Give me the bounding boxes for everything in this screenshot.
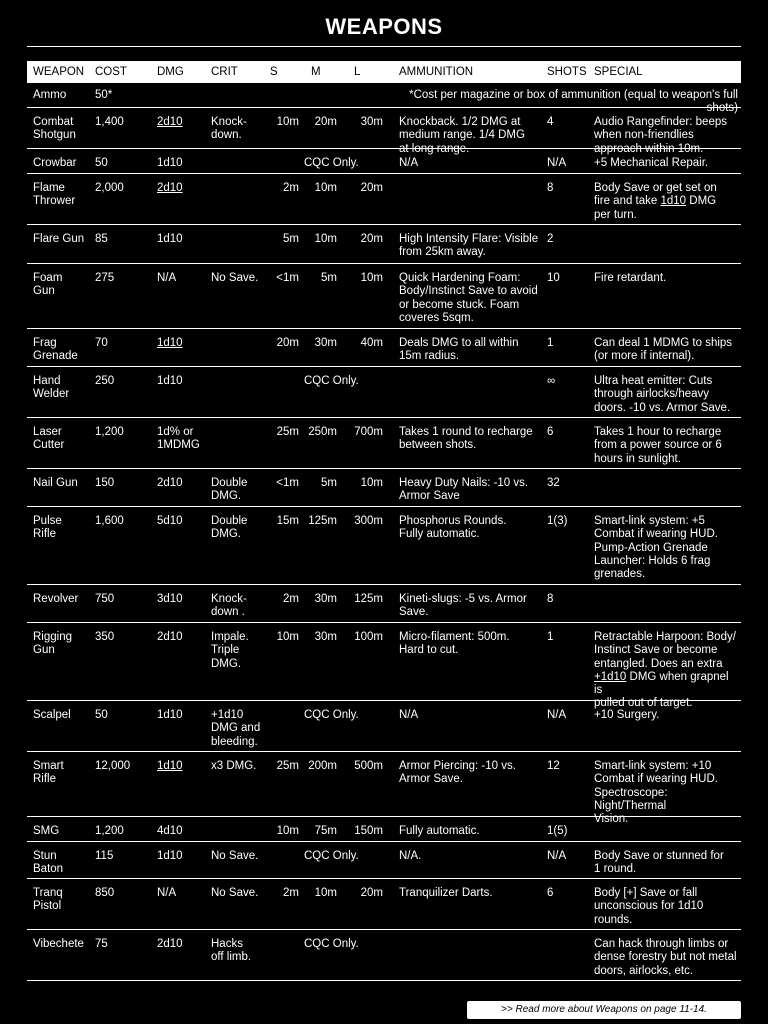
weapons-table [27, 61, 741, 981]
table-row [27, 329, 741, 367]
weapon-special: Can hack through limbs or dense forestry but not metal doors, airlocks, etc. [594, 938, 737, 977]
weapon-range-medium: 30m [314, 337, 337, 349]
weapon-dmg: 2d10 [157, 631, 183, 643]
weapon-name: Flare Gun [33, 233, 85, 245]
weapon-special: Retractable Harpoon: Body/ Instinct Save or become entangled. Does an extra +1d10 DMG when grapnel is pulled out of target. [594, 631, 736, 710]
weapon-special: Smart-link system: +10 Combat if wearing HUD. Spectroscope: Night/Thermal Vision. [594, 760, 718, 826]
weapon-dmg: 1d10 [157, 375, 183, 387]
weapon-ammunition: Armor Piercing: -10 vs. Armor Save. [399, 760, 516, 786]
weapon-ammunition: Fully automatic. [399, 825, 480, 837]
weapon-range-short: 25m [276, 426, 299, 438]
weapon-cost: 50 [95, 157, 108, 169]
header-special: SPECIAL [594, 66, 643, 78]
weapon-crit: Knock- down . [211, 593, 247, 619]
weapon-special: Takes 1 hour to recharge from a power source or 6 hours in sunlight. [594, 426, 722, 465]
weapon-name: Rigging Gun [33, 631, 72, 657]
weapon-dmg: 1d10 [157, 709, 183, 721]
dice-value: 1d10 [660, 195, 687, 208]
table-row [27, 623, 741, 710]
weapon-name: Smart Rifle [33, 760, 64, 786]
weapon-range-medium: 5m [321, 272, 337, 284]
weapon-dmg: 1d10 [157, 337, 183, 349]
weapon-range-short: 2m [283, 593, 299, 605]
weapon-range-cqc: CQC Only. [304, 850, 359, 862]
weapon-cost: 1,200 [95, 426, 124, 438]
weapon-special: Smart-link system: +5 Combat if wearing HUD. Pump-Action Grenade Launcher: Holds 6 frag grenades. [594, 515, 718, 581]
weapon-shots: 10 [547, 272, 560, 284]
ammo-note: *Cost per magazine or box of ammunition (equal to weapon's full shots) [409, 89, 738, 115]
dice-value: +1d10 [594, 670, 627, 683]
weapon-dmg: 1d10 [157, 233, 183, 245]
weapon-crit: Double DMG. [211, 515, 248, 541]
weapon-crit: Hacks off limb. [211, 938, 252, 964]
weapon-range-short: <1m [276, 272, 299, 284]
weapon-range-short: 2m [283, 887, 299, 899]
header-medium-range: M [311, 66, 321, 78]
weapon-name: Hand Welder [33, 375, 70, 401]
weapon-shots: ∞ [547, 375, 556, 387]
weapon-ammunition: Micro-filament: 500m. Hard to cut. [399, 631, 510, 657]
table-row [27, 817, 741, 842]
table-row [27, 174, 741, 225]
weapon-special: +5 Mechanical Repair. [594, 157, 709, 169]
header-long-range: L [354, 66, 361, 78]
table-row [27, 469, 741, 507]
weapon-dmg: 1d10 [157, 157, 183, 169]
weapon-range-cqc: CQC Only. [304, 938, 359, 950]
weapon-range-medium: 10m [314, 887, 337, 899]
weapon-name: Nail Gun [33, 477, 78, 489]
weapon-range-short: 10m [276, 116, 299, 128]
table-row [27, 225, 741, 264]
weapon-range-short: <1m [276, 477, 299, 489]
table-header [27, 61, 741, 83]
weapon-shots: N/A [547, 709, 567, 721]
ammo-label: Ammo [33, 89, 67, 101]
weapon-shots: 12 [547, 760, 560, 772]
weapon-cost: 75 [95, 938, 108, 950]
weapon-name: Revolver [33, 593, 79, 605]
weapon-cost: 12,000 [95, 760, 131, 772]
weapon-shots: N/A [547, 850, 567, 862]
weapon-range-medium: 125m [308, 515, 337, 527]
table-row [27, 879, 741, 930]
weapon-shots: 1(5) [547, 825, 568, 837]
weapon-cost: 70 [95, 337, 108, 349]
weapon-range-short: 5m [283, 233, 299, 245]
weapon-range-short: 20m [276, 337, 299, 349]
weapon-dmg: 5d10 [157, 515, 183, 527]
weapon-shots: 2 [547, 233, 554, 245]
weapon-ammunition: Takes 1 round to recharge between shots. [399, 426, 533, 452]
weapon-dmg: 1d10 [157, 760, 183, 772]
weapon-crit: Knock- down. [211, 116, 247, 142]
weapon-crit: x3 DMG. [211, 760, 257, 772]
weapon-special: Body [+] Save or fall unconscious for 1d10 rounds. [594, 887, 704, 926]
weapon-dmg: 2d10 [157, 477, 183, 489]
weapon-crit: Double DMG. [211, 477, 248, 503]
weapon-name: Combat Shotgun [33, 116, 76, 142]
weapon-range-long: 500m [354, 760, 383, 772]
weapon-name: Stun Baton [33, 850, 64, 876]
table-row [27, 108, 741, 155]
weapon-dmg: 3d10 [157, 593, 183, 605]
weapon-crit: +1d10 DMG and bleeding. [211, 709, 261, 748]
weapon-range-short: 25m [276, 760, 299, 772]
weapon-dmg: 4d10 [157, 825, 183, 837]
weapon-name: Laser Cutter [33, 426, 65, 452]
weapon-range-medium: 20m [314, 116, 337, 128]
weapon-special: Body Save or get set on fire and take 1d10 DMG per turn. [594, 182, 717, 221]
table-row [27, 149, 741, 174]
table-row [27, 264, 741, 329]
page-title: WEAPONS [325, 14, 443, 39]
weapon-ammunition: Kineti-slugs: -5 vs. Armor Save. [399, 593, 527, 619]
weapon-range-medium: 250m [308, 426, 337, 438]
weapon-range-long: 20m [360, 182, 383, 194]
weapon-name: Tranq Pistol [33, 887, 63, 913]
table-row [27, 367, 741, 418]
weapon-cost: 350 [95, 631, 115, 643]
weapon-ammunition: Heavy Duty Nails: -10 vs. Armor Save [399, 477, 529, 503]
weapon-ammunition: Deals DMG to all within 15m radius. [399, 337, 519, 363]
weapon-crit: No Save. [211, 887, 259, 899]
weapon-shots: 1 [547, 337, 554, 349]
weapon-ammunition: N/A. [399, 850, 422, 862]
table-row [27, 701, 741, 752]
weapon-cost: 150 [95, 477, 115, 489]
weapon-special: Fire retardant. [594, 272, 667, 284]
weapon-range-long: 10m [360, 272, 383, 284]
weapon-ammunition: Tranquilizer Darts. [399, 887, 493, 899]
weapon-cost: 115 [95, 850, 114, 862]
weapon-dmg: 2d10 [157, 182, 183, 194]
header-ammunition: AMMUNITION [399, 66, 474, 78]
weapon-name: Scalpel [33, 709, 71, 721]
table-row [27, 752, 741, 826]
table-row [27, 418, 741, 469]
table-row [27, 842, 741, 879]
weapon-shots: 8 [547, 182, 554, 194]
weapon-range-short: 15m [276, 515, 299, 527]
weapon-cost: 275 [95, 272, 115, 284]
weapon-range-long: 20m [360, 887, 383, 899]
weapon-range-long: 150m [354, 825, 383, 837]
table-body [27, 108, 741, 981]
table-row [27, 585, 741, 623]
weapon-dmg: N/A [157, 887, 177, 899]
weapon-cost: 1,600 [95, 515, 124, 527]
weapon-ammunition: N/A [399, 709, 419, 721]
weapon-name: Frag Grenade [33, 337, 78, 363]
weapon-range-long: 20m [360, 233, 383, 245]
weapon-special: Ultra heat emitter: Cuts through airlocks/heavy doors. -10 vs. Armor Save. [594, 375, 731, 414]
weapon-name: Flame Thrower [33, 182, 76, 208]
weapon-name: Crowbar [33, 157, 77, 169]
header-dmg: DMG [157, 66, 184, 78]
weapon-cost: 2,000 [95, 182, 124, 194]
weapon-range-long: 40m [360, 337, 383, 349]
weapon-shots: 6 [547, 887, 554, 899]
weapon-name: Vibechete [33, 938, 84, 950]
weapon-name: Foam Gun [33, 272, 63, 298]
ammo-cost: 50* [95, 89, 113, 101]
weapon-name: SMG [33, 825, 60, 837]
weapon-range-long: 300m [354, 515, 383, 527]
weapon-special: Audio Rangefinder: beeps when non-friendlies approach within 10m. [594, 116, 727, 155]
weapon-shots: 1(3) [547, 515, 568, 527]
weapon-crit: No Save. [211, 272, 259, 284]
weapon-range-short: 2m [283, 182, 299, 194]
weapon-shots: N/A [547, 157, 567, 169]
weapon-cost: 50 [95, 709, 108, 721]
weapon-ammunition: N/A [399, 157, 419, 169]
header-shots: SHOTS [547, 66, 587, 78]
weapon-range-long: 30m [360, 116, 383, 128]
weapon-shots: 8 [547, 593, 554, 605]
header-cost: COST [95, 66, 127, 78]
weapon-shots: 6 [547, 426, 554, 438]
weapon-range-medium: 75m [314, 825, 337, 837]
weapon-crit: No Save. [211, 850, 259, 862]
weapon-special: +10 Surgery. [594, 709, 660, 721]
weapon-shots: 1 [547, 631, 554, 643]
weapon-shots: 32 [547, 477, 560, 489]
weapon-range-cqc: CQC Only. [304, 157, 359, 169]
weapon-range-medium: 5m [321, 477, 337, 489]
weapon-range-cqc: CQC Only. [304, 709, 359, 721]
weapon-cost: 85 [95, 233, 108, 245]
weapon-ammunition: Phosphorus Rounds. Fully automatic. [399, 515, 507, 541]
weapon-cost: 850 [95, 887, 115, 899]
weapon-range-long: 100m [354, 631, 383, 643]
weapon-special: Can deal 1 MDMG to ships (or more if internal). [594, 337, 733, 363]
weapon-range-medium: 10m [314, 233, 337, 245]
weapon-range-long: 125m [354, 593, 383, 605]
weapon-name: Pulse Rifle [33, 515, 62, 541]
weapon-cost: 750 [95, 593, 115, 605]
weapon-range-medium: 10m [314, 182, 337, 194]
weapon-special: Body Save or stunned for 1 round. [594, 850, 724, 876]
read-more-banner: >> Read more about Weapons on page 11-14. [467, 1001, 741, 1019]
weapon-dmg: 2d10 [157, 116, 183, 128]
weapon-dmg: 1d10 [157, 850, 183, 862]
header-weapon: WEAPON [33, 66, 85, 78]
weapon-shots: 4 [547, 116, 554, 128]
weapon-cost: 250 [95, 375, 115, 387]
ammo-row [27, 83, 741, 115]
header-short-range: S [270, 66, 278, 78]
weapon-ammunition: High Intensity Flare: Visible from 25km away. [399, 233, 539, 259]
weapon-dmg: 1d% or 1MDMG [157, 426, 200, 452]
weapon-range-long: 700m [354, 426, 383, 438]
weapon-range-short: 10m [276, 631, 299, 643]
weapon-dmg: N/A [157, 272, 177, 284]
weapon-range-medium: 30m [314, 593, 337, 605]
weapon-range-cqc: CQC Only. [304, 375, 359, 387]
title-divider [27, 46, 741, 47]
weapon-ammunition: Knockback. 1/2 DMG at medium range. 1/4 DMG at long range. [399, 116, 525, 155]
weapon-ammunition: Quick Hardening Foam: Body/Instinct Save to avoid or become stuck. Foam coveres 5sqm. [399, 272, 538, 324]
weapon-range-short: 10m [276, 825, 299, 837]
table-row [27, 930, 741, 981]
weapon-range-medium: 200m [308, 760, 337, 772]
header-crit: CRIT [211, 66, 238, 78]
weapon-crit: Impale. Triple DMG. [211, 631, 249, 670]
weapon-dmg: 2d10 [157, 938, 183, 950]
weapon-cost: 1,400 [95, 116, 124, 128]
table-row [27, 507, 741, 585]
weapon-cost: 1,200 [95, 825, 124, 837]
weapon-range-medium: 30m [314, 631, 337, 643]
weapon-range-long: 10m [360, 477, 383, 489]
